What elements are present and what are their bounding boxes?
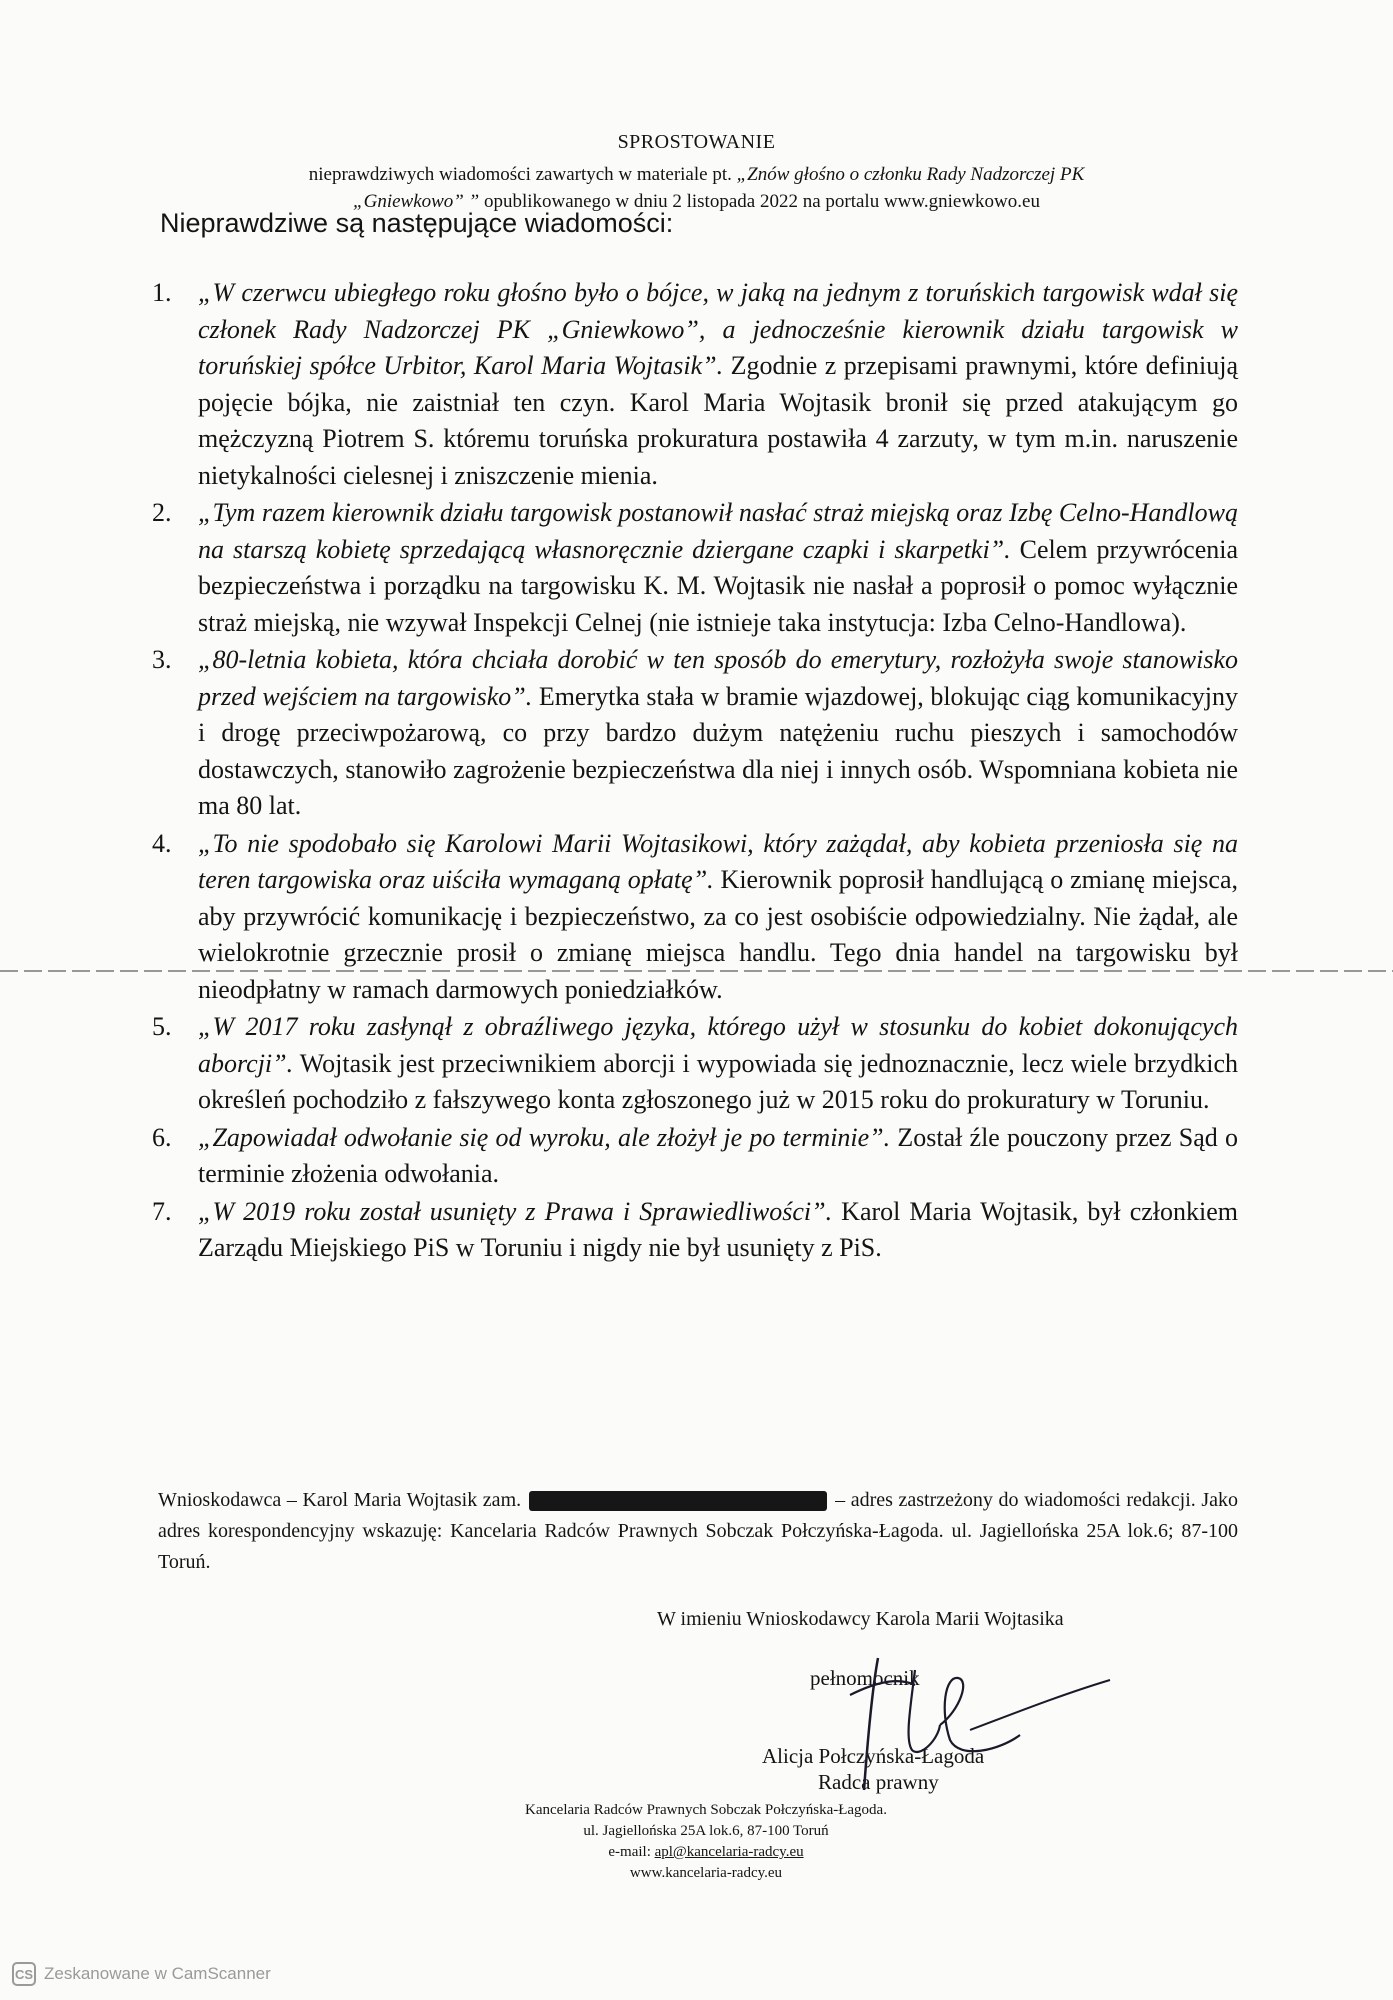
item-quote: „80-letnia kobieta, która chciała dorobić w ten sposób do emerytury, rozłożyła swoje stanowisko przed wejściem na targowisko”. — [198, 645, 1238, 711]
intro-heading: Nieprawdziwe są następujące wiadomości: — [160, 208, 674, 238]
stamp-name: Alicja Połczyńska-Łagoda — [762, 1744, 985, 1768]
item-text: Kierownik poprosił handlującą o zmianę miejsca, aby przywrócić komunikację i bezpieczeństwo, za co jest osobiście odpowiedzialny. Nie żądał, ale wielokrotnie grzecznie prosił o zmianę miejsca handlu. Tego dnia handel na targowisku był nieodpłatny w ramach darmowych poniedziałków. — [198, 865, 1238, 1004]
subtitle-line1-prefix: nieprawdziwych wiadomości zawartych w materiale pt. — [308, 164, 737, 185]
fold-line — [0, 970, 1393, 972]
item-quote: „W 2017 roku zasłynął z obraźliwego języka, którego użył w stosunku do kobiet dokonujących aborcji”. — [198, 1012, 1238, 1078]
list-item — [152, 1194, 1238, 1267]
list-item — [152, 1120, 1238, 1193]
item-number: 3. — [152, 645, 172, 674]
item-text: Zgodnie z przepisami prawnymi, które definiują pojęcie bójka, nie zaistniał ten czyn. Karol Maria Wojtasik bronił się przed atakującym go mężczyzną Piotrem S. któremu toruńska prokuratura postawiła 4 zarzuty, w tym m.in. naruszenie nietykalności cielesnej i zniszczenie mienia. — [198, 351, 1238, 490]
item-number: 1. — [152, 278, 172, 307]
handwritten-signature — [820, 1640, 1120, 1800]
item-quote: „To nie spodobało się Karolowi Marii Wojtasikowi, który zażądał, aby kobieta przeniosła się na teren targowiska oraz uiściła wymaganą opłatę”. — [198, 828, 1238, 894]
item-text: Celem przywrócenia bezpieczeństwa i porządku na targowisku K. M. Wojtasik nie nasłał a poprosił o pomoc wyłącznie straż miejską, nie wzywał Inspekcji Celnej (nie istnieje taka instytucja: Izba Celno-Handlowa). — [198, 534, 1238, 637]
list-item — [152, 642, 1238, 825]
list-item — [152, 826, 1238, 1009]
item-text: Został źle pouczony przez Sąd o terminie złożenia odwołania. — [198, 1122, 1238, 1188]
firm-website: www.kancelaria-radcy.eu — [629, 1865, 783, 1881]
subtitle-line2-italic: „Gniewkowo” ” — [353, 191, 480, 212]
item-number: 4. — [152, 828, 172, 858]
item-text: Karol Maria Wojtasik, był członkiem Zarządu Miejskiego PiS w Toruniu i nigdy nie był usunięty z PiS. — [198, 1196, 1238, 1262]
firm-email: apl@kancelaria-radcy.eu — [654, 1844, 804, 1860]
item-quote: „Tym razem kierownik działu targowisk postanowił nasłać straż miejską oraz Izbę Celno-Handlową na starszą kobietę sprzedającą własnoręcznie dziergane czapki i skarpetki”. — [198, 498, 1238, 564]
scanner-footer-text: Zeskanowane w CamScanner — [44, 1964, 271, 1983]
firm-email-line — [466, 1842, 946, 1863]
camscanner-logo-icon: CS — [12, 1962, 36, 1986]
item-number: 7. — [152, 1196, 172, 1226]
item-quote: „W czerwcu ubiegłego roku głośno było o bójce, w jaką na jednym z toruńskich targowisk wdał się członek Rady Nadzorczej PK „Gniewkowo”, a jednocześnie kierownik działu targowisk w toruńskiej spółce Urbitor, Karol Maria Wojtasik”. — [198, 278, 1238, 380]
item-quote: „W 2019 roku został usunięty z Prawa i Sprawiedliwości”. — [198, 1196, 833, 1226]
stamp-title: Radca prawny — [818, 1770, 939, 1794]
firm-stamp — [466, 1800, 946, 1884]
requester-paragraph — [158, 1485, 1238, 1578]
requester-text-before: Wnioskodawca – Karol Maria Wojtasik zam. — [158, 1489, 522, 1511]
subtitle-line1-italic: „Znów głośno o członku Rady Nadzorczej PK — [736, 164, 1085, 185]
scanner-footer — [12, 1962, 271, 1986]
item-text: Emerytka stała w bramie wjazdowej, blokując ciąg komunikacyjny i drogę przeciwpożarową, co przy bardzo dużym natężeniu ruchu pieszych i samochodów dostawczych, stanowiło zagrożenie bezpieczeństwa dla niej i innych osób. Wspomniana kobieta nie ma 80 lat. — [198, 681, 1238, 820]
list-item — [152, 495, 1238, 641]
list-item — [152, 1009, 1238, 1119]
firm-email-label: e-mail: — [608, 1844, 655, 1860]
on-behalf-line: W imieniu Wnioskodawcy Karola Marii Wojtasika — [657, 1608, 1064, 1630]
list-item — [152, 275, 1238, 494]
requester-text-after: – adres zastrzeżony do wiadomości redakcji. Jako adres korespondencyjny wskazuję: Kancelaria Radców Prawnych Sobczak Połczyńska-Łagoda. ul. Jagiellońska 25A lok.6; 87-100 Toruń. — [158, 1489, 1239, 1573]
redacted-address — [529, 1491, 827, 1511]
item-number: 5. — [152, 1012, 172, 1041]
document-title: SPROSTOWANIE — [617, 131, 776, 153]
subtitle-line2-suffix: opublikowanego w dniu 2 listopada 2022 na portalu www.gniewkowo.eu — [479, 191, 1040, 212]
item-text: Wojtasik jest przeciwnikiem aborcji i wypowiada się jednoznacznie, lecz wiele brzydkich określeń pochodziło z fałszywego konta zgłoszonego już w 2015 roku do prokuratury w Toruniu. — [198, 1048, 1238, 1114]
firm-name: Kancelaria Radców Prawnych Sobczak Połczyńska-Łagoda. — [525, 1802, 887, 1818]
item-quote: „Zapowiadał odwołanie się od wyroku, ale złożył je po terminie”. — [198, 1122, 891, 1152]
claims-list — [152, 275, 1238, 1268]
item-number: 6. — [152, 1122, 172, 1152]
firm-address: ul. Jagiellońska 25A lok.6, 87-100 Toruń — [583, 1823, 829, 1839]
stamp-role: pełnomocnik — [810, 1666, 920, 1690]
item-number: 2. — [152, 498, 172, 527]
document-subtitle — [0, 161, 1393, 215]
